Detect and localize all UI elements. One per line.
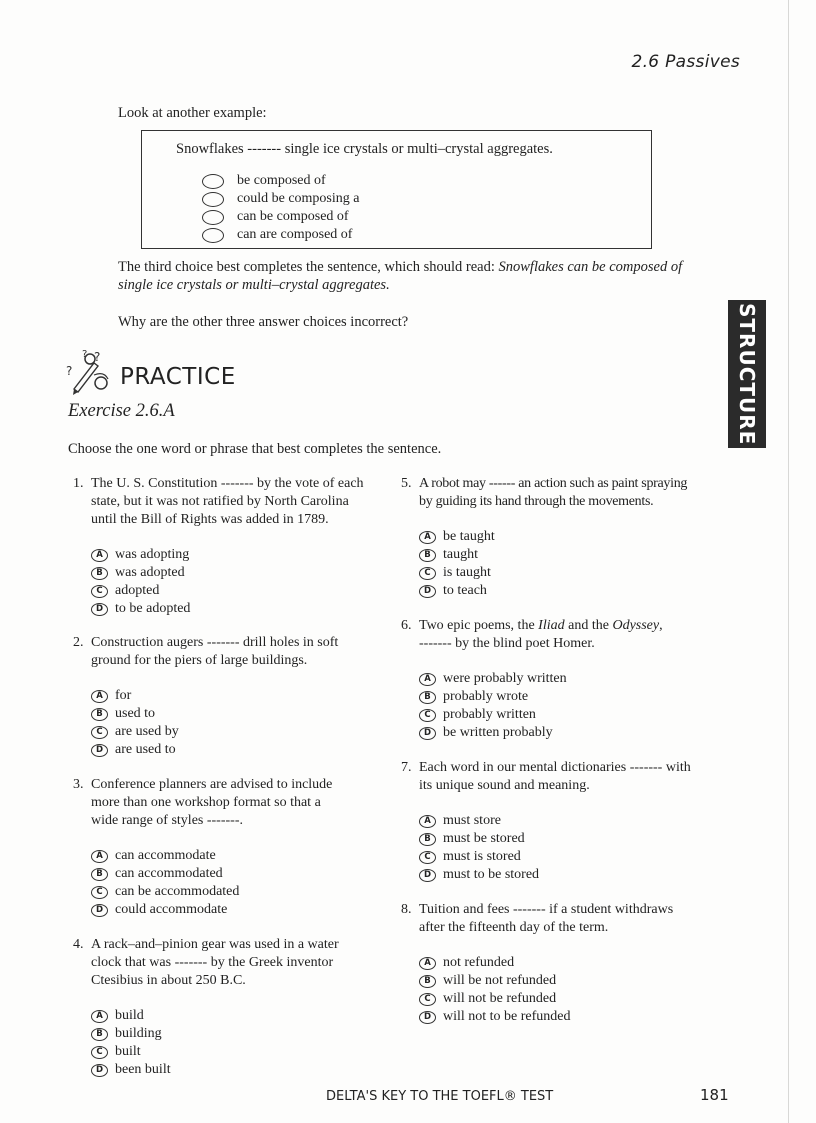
letter-a-icon[interactable]: A (91, 690, 108, 703)
question-8 (401, 901, 721, 1026)
letter-d-icon[interactable]: D (419, 727, 436, 740)
intro-text: Look at another example: (118, 105, 267, 121)
answer-option[interactable]: D must to be stored (419, 866, 721, 884)
answer-oval-icon[interactable] (202, 228, 224, 243)
question-stem: Construction augers ------- drill holes in soft ground for the piers of large buildings. (91, 635, 339, 668)
answer-option[interactable]: B can accommodated (91, 865, 393, 883)
answer-options (91, 847, 393, 919)
question-number: 1. (73, 476, 84, 491)
letter-c-icon[interactable]: C (91, 1046, 108, 1059)
question-3 (73, 776, 393, 919)
answer-option[interactable]: B probably wrote (419, 688, 721, 706)
letter-b-icon[interactable]: B (419, 549, 436, 562)
question-stem: Conference planners are advised to include more than one workshop format so that a wide range of styles -------. (91, 777, 333, 828)
question-stem: A robot may ------ an action such as paint spraying by guiding its hand through the movements. (419, 476, 688, 509)
letter-d-icon[interactable]: D (91, 603, 108, 616)
answer-option[interactable]: A be taught (419, 528, 721, 546)
answer-option[interactable]: C will not be refunded (419, 990, 721, 1008)
example-option[interactable]: could be composing a (202, 190, 359, 208)
question-stem: The U. S. Constitution ------- by the vote of each state, but it was not ratified by North Carolina until the Bill of Rights was added in 1789. (91, 476, 364, 527)
answer-option[interactable]: D to teach (419, 582, 721, 600)
answer-options (419, 528, 721, 600)
answer-options (91, 1007, 393, 1079)
answer-option[interactable]: D been built (91, 1061, 393, 1079)
answer-option[interactable]: B taught (419, 546, 721, 564)
letter-a-icon[interactable]: A (91, 1010, 108, 1023)
letter-c-icon[interactable]: C (419, 851, 436, 864)
page-number: 181 (700, 1086, 729, 1104)
letter-d-icon[interactable]: D (91, 744, 108, 757)
answer-option[interactable]: C must is stored (419, 848, 721, 866)
question-4 (73, 936, 393, 1079)
exercise-instruction: Choose the one word or phrase that best completes the sentence. (68, 441, 442, 457)
letter-b-icon[interactable]: B (419, 975, 436, 988)
answer-option[interactable]: A was adopting (91, 546, 393, 564)
example-option[interactable]: can be composed of (202, 208, 359, 226)
answer-option[interactable]: A were probably written (419, 670, 721, 688)
question-5 (401, 475, 721, 600)
answer-options (419, 812, 721, 884)
question-number: 6. (401, 618, 412, 633)
example-option[interactable]: can are composed of (202, 226, 359, 244)
example-sentence: Snowflakes ------- single ice crystals or multi–crystal aggregates. (176, 141, 553, 157)
letter-a-icon[interactable]: A (419, 815, 436, 828)
letter-d-icon[interactable]: D (91, 904, 108, 917)
answer-option[interactable]: C probably written (419, 706, 721, 724)
question-6 (401, 617, 721, 742)
side-tab-label: STRUCTURE (735, 302, 759, 446)
answer-option[interactable]: D be written probably (419, 724, 721, 742)
answer-option[interactable]: C can be accommodated (91, 883, 393, 901)
answer-option[interactable]: B building (91, 1025, 393, 1043)
answer-option[interactable]: A for (91, 687, 393, 705)
question-number: 2. (73, 635, 84, 650)
answer-option[interactable]: C is taught (419, 564, 721, 582)
answer-option[interactable]: B must be stored (419, 830, 721, 848)
letter-b-icon[interactable]: B (91, 868, 108, 881)
svg-text:?: ? (66, 364, 73, 378)
svg-text:?: ? (82, 349, 88, 360)
question-stem: Tuition and fees ------- if a student withdraws after the fifteenth day of the term. (419, 902, 674, 935)
answer-option[interactable]: C built (91, 1043, 393, 1061)
letter-a-icon[interactable]: A (91, 850, 108, 863)
side-tab (728, 300, 766, 448)
question-stem: Each word in our mental dictionaries ------- with its unique sound and meaning. (419, 760, 691, 793)
letter-c-icon[interactable]: C (419, 993, 436, 1006)
svg-text:?: ? (94, 350, 101, 364)
answer-option[interactable]: A not refunded (419, 954, 721, 972)
answer-options (419, 670, 721, 742)
answer-option[interactable]: D to be adopted (91, 600, 393, 618)
question-stem: A rack–and–pinion gear was used in a water clock that was ------- by the Greek inventor Ctesibius in about 250 B.C. (91, 937, 339, 988)
letter-a-icon[interactable]: A (91, 549, 108, 562)
question-number: 4. (73, 937, 84, 952)
answer-option[interactable]: C are used by (91, 723, 393, 741)
answer-option[interactable]: D could accommodate (91, 901, 393, 919)
answer-options (91, 687, 393, 759)
question-number: 5. (401, 476, 412, 491)
answer-option[interactable]: D are used to (91, 741, 393, 759)
question-2 (73, 634, 393, 759)
answer-oval-icon[interactable] (202, 192, 224, 207)
letter-d-icon[interactable]: D (91, 1064, 108, 1077)
answer-option[interactable]: A can accommodate (91, 847, 393, 865)
page-edge (788, 0, 789, 1123)
question-number: 8. (401, 902, 412, 917)
letter-c-icon[interactable]: C (91, 585, 108, 598)
example-options (202, 172, 359, 244)
answer-option[interactable]: A must store (419, 812, 721, 830)
answer-oval-icon[interactable] (202, 210, 224, 225)
answer-option[interactable]: B was adopted (91, 564, 393, 582)
question-number: 7. (401, 760, 412, 775)
answer-oval-icon[interactable] (202, 174, 224, 189)
footer-title: DELTA'S KEY TO THE TOEFL® TEST (326, 1089, 554, 1104)
example-option[interactable]: be composed of (202, 172, 359, 190)
letter-c-icon[interactable]: C (419, 567, 436, 580)
letter-d-icon[interactable]: D (419, 585, 436, 598)
letter-b-icon[interactable]: B (419, 833, 436, 846)
letter-b-icon[interactable]: B (419, 691, 436, 704)
letter-c-icon[interactable]: C (91, 886, 108, 899)
why-question: Why are the other three answer choices incorrect? (118, 314, 409, 330)
answer-option[interactable]: B used to (91, 705, 393, 723)
question-7 (401, 759, 721, 884)
answer-options (91, 546, 393, 618)
letter-d-icon[interactable]: D (419, 1011, 436, 1024)
letter-c-icon[interactable]: C (91, 726, 108, 739)
letter-d-icon[interactable]: D (419, 869, 436, 882)
explanation: The third choice best completes the sentence, which should read: Snowflakes can be composed of single ice crystals or multi–crystal aggregates. (118, 259, 683, 293)
exercise-title: Exercise 2.6.A (68, 401, 175, 421)
answer-option[interactable]: C adopted (91, 582, 393, 600)
letter-a-icon[interactable]: A (419, 673, 436, 686)
letter-c-icon[interactable]: C (419, 709, 436, 722)
practice-title: PRACTICE (120, 364, 236, 390)
question-1 (73, 475, 393, 618)
question-number: 3. (73, 777, 84, 792)
example-box (141, 130, 652, 249)
answer-option[interactable]: A build (91, 1007, 393, 1025)
answer-option[interactable]: D will not to be refunded (419, 1008, 721, 1026)
section-header: 2.6 Passives (631, 52, 740, 72)
answer-options (419, 954, 721, 1026)
letter-a-icon[interactable]: A (419, 957, 436, 970)
letter-b-icon[interactable]: B (91, 567, 108, 580)
question-stem: Two epic poems, the Iliad and the Odyssey, ------- by the blind poet Homer. (419, 618, 663, 651)
answer-option[interactable]: B will be not refunded (419, 972, 721, 990)
letter-a-icon[interactable]: A (419, 531, 436, 544)
letter-b-icon[interactable]: B (91, 708, 108, 721)
letter-b-icon[interactable]: B (91, 1028, 108, 1041)
puzzled-pencil-icon (64, 345, 116, 397)
